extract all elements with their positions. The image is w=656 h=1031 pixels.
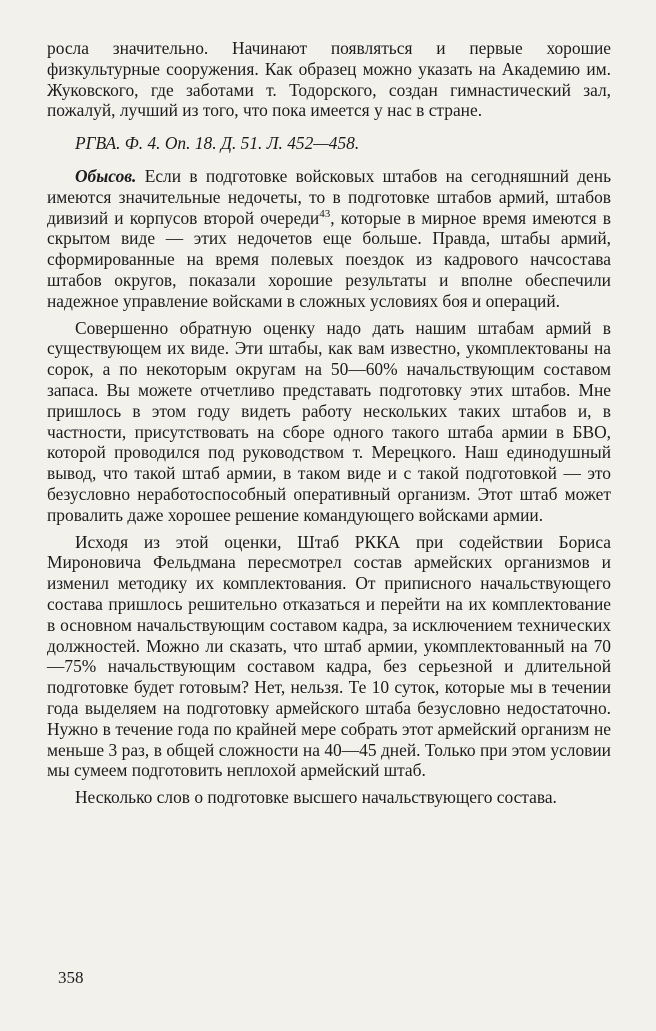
paragraph-continuation: росла значительно. Начинают появляться и первые хорошие физкультурные сооружения. Как образец можно указать на Академию им. Жуковского, где заботами т. Тодорского, создан гимнастический зал, пожалуй, лучший из того, что пока имеется у нас в стране. (47, 38, 611, 121)
paragraph-army-staffs: Совершенно обратную оценку надо дать нашим штабам армий в существующем их виде. Эти штабы, как вам известно, укомплектованы на сорок, а по некоторым округам на 50—60% начальствующим составом запаса. Вы можете отчетливо представать подготовку этих штабов. Мне пришлось в этом году видеть работу нескольких таких штабов и, в частности, присутствовать на сборе одного такого штаба армии в БВО, которой проводился под руководством т. Мерецкого. Наш единодушный вывод, что такой штаб армии, в таком виде и с такой подготовкой — это безусловно неработоспособный оперативный организм. Этот штаб может провалить даже хорошее решение командующего войсками армии. (47, 317, 611, 525)
archive-source-reference: РГВА. Ф. 4. Оп. 18. Д. 51. Л. 452—458. (75, 133, 360, 154)
page-body (47, 38, 611, 808)
speech-text-part-2: , которые в мирное время имеются в скрытом виде — этих недочетов еще больше. Правда, штабы армий, сформированные на время полевых поездок из кадрового начсостава штабов округов, показали хорошие результаты и вполне обеспечили надежное управление войсками в сложных условиях боя и операций. (47, 207, 611, 311)
speech-text-part-1: Если в подготовке войсковых штабов на сегодняшний день имеются значительные недочеты, то в подготовке штабов армий, штабов дивизий и корпусов второй очереди (47, 165, 611, 228)
paragraph-senior-command: Несколько слов о подготовке высшего начальствующего состава. (75, 787, 557, 808)
paragraph-staff-reorganization: Исходя из этой оценки, Штаб РККА при содействии Бориса Мироновича Фельдмана пересмотрел состав армейских организмов и изменил методику их комплектования. От приписного начальствующего состава пришлось решительно отказаться и перейти на их комплектование в основном начальствующим составом кадра, за исключением технических должностей. Можно ли сказать, что штаб армии, укомплектованный на 70—75% начальствующим составом кадра, без серьезной и длительной подготовке будет готовым? Нет, нельзя. Те 10 суток, которые мы в течении года выделяем на подготовку армейского штаба безусловно недостаточно. Нужно в течение года по крайней мере собрать этот армейский организм не меньше 3 раз, в общей сложности на 40—45 дней. Только при этом условии мы сумеем подготовить неплохой армейский штаб. (47, 531, 611, 781)
speaker-name: Обысов. (75, 165, 137, 186)
footnote-marker: 43 (319, 207, 331, 220)
paragraph-obysov-speech (47, 166, 611, 312)
page-number: 358 (58, 968, 84, 987)
